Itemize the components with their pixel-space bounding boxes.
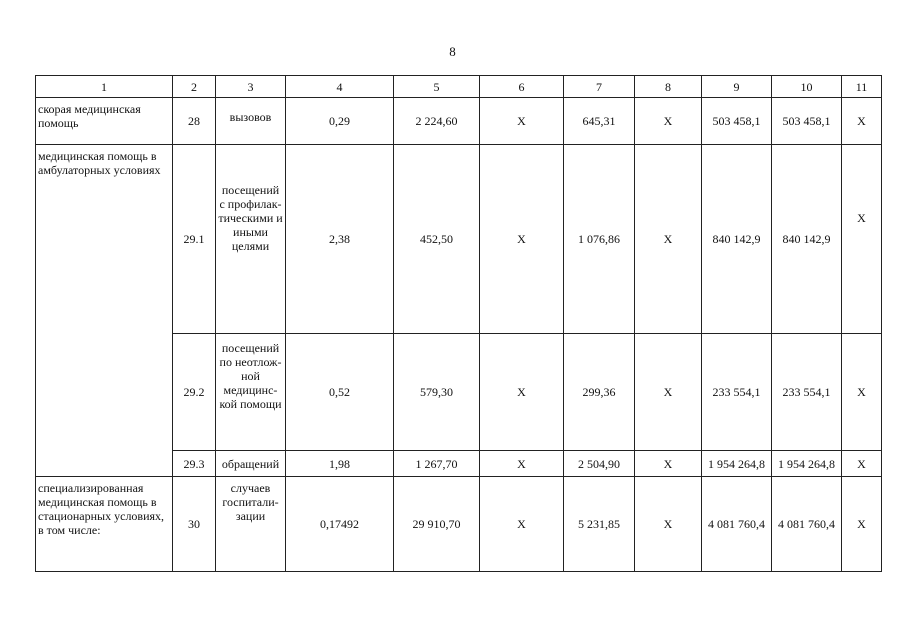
cell: 0,17492 — [286, 477, 394, 572]
row-name: скорая медицинская помощь — [36, 98, 173, 145]
cell: 503 458,1 — [772, 98, 842, 145]
cell: 1 954 264,8 — [772, 451, 842, 477]
header-cell: 7 — [564, 76, 635, 98]
cell: Х — [480, 334, 564, 451]
cell: 0,29 — [286, 98, 394, 145]
cell: 452,50 — [394, 145, 480, 334]
row-unit: вызовов — [216, 98, 286, 145]
cell: Х — [635, 145, 702, 334]
cell: Х — [842, 98, 882, 145]
cell: 2,38 — [286, 145, 394, 334]
header-row — [36, 76, 882, 98]
data-table — [35, 75, 882, 572]
header-cell: 1 — [36, 76, 173, 98]
row-unit: посещений с профилак-тическими и иными целями — [216, 145, 286, 334]
cell: 299,36 — [564, 334, 635, 451]
cell: 840 142,9 — [772, 145, 842, 334]
header-cell: 5 — [394, 76, 480, 98]
row-code: 30 — [173, 477, 216, 572]
cell: Х — [480, 477, 564, 572]
row-code: 29.2 — [173, 334, 216, 451]
cell: Х — [635, 477, 702, 572]
cell: Х — [635, 451, 702, 477]
row-unit: случаев госпитали-зации — [216, 477, 286, 572]
cell: 0,52 — [286, 334, 394, 451]
cell: 2 224,60 — [394, 98, 480, 145]
row-name: специализированная медицинская помощь в стационарных условиях, в том числе: — [36, 477, 173, 572]
cell: Х — [635, 334, 702, 451]
row-unit: обращений — [216, 451, 286, 477]
table-row — [36, 98, 882, 145]
cell: Х — [480, 98, 564, 145]
header-cell: 9 — [702, 76, 772, 98]
cell: 503 458,1 — [702, 98, 772, 145]
cell: 645,31 — [564, 98, 635, 145]
header-cell: 11 — [842, 76, 882, 98]
header-cell: 3 — [216, 76, 286, 98]
page-number: 8 — [449, 44, 456, 59]
cell: 233 554,1 — [702, 334, 772, 451]
cell: 1 954 264,8 — [702, 451, 772, 477]
header-cell: 6 — [480, 76, 564, 98]
cell: Х — [635, 98, 702, 145]
cell: 1 076,86 — [564, 145, 635, 334]
cell: 29 910,70 — [394, 477, 480, 572]
cell: 4 081 760,4 — [772, 477, 842, 572]
cell: 2 504,90 — [564, 451, 635, 477]
cell: Х — [842, 145, 882, 334]
cell: Х — [480, 451, 564, 477]
cell: 1,98 — [286, 451, 394, 477]
cell: 840 142,9 — [702, 145, 772, 334]
cell: Х — [842, 451, 882, 477]
cell: 1 267,70 — [394, 451, 480, 477]
row-code: 28 — [173, 98, 216, 145]
cell: Х — [842, 334, 882, 451]
cell: 4 081 760,4 — [702, 477, 772, 572]
table-row — [36, 477, 882, 572]
header-cell: 4 — [286, 76, 394, 98]
cell: 233 554,1 — [772, 334, 842, 451]
cell: 579,30 — [394, 334, 480, 451]
header-cell: 10 — [772, 76, 842, 98]
cell: Х — [480, 145, 564, 334]
header-cell: 8 — [635, 76, 702, 98]
header-cell: 2 — [173, 76, 216, 98]
row-name: медицинская помощь в амбулаторных условиях — [36, 145, 173, 477]
table-row — [36, 145, 882, 334]
row-code: 29.3 — [173, 451, 216, 477]
row-code: 29.1 — [173, 145, 216, 334]
row-unit: посещений по неотлож-ной медицинс-кой помощи — [216, 334, 286, 451]
cell: Х — [842, 477, 882, 572]
cell: 5 231,85 — [564, 477, 635, 572]
